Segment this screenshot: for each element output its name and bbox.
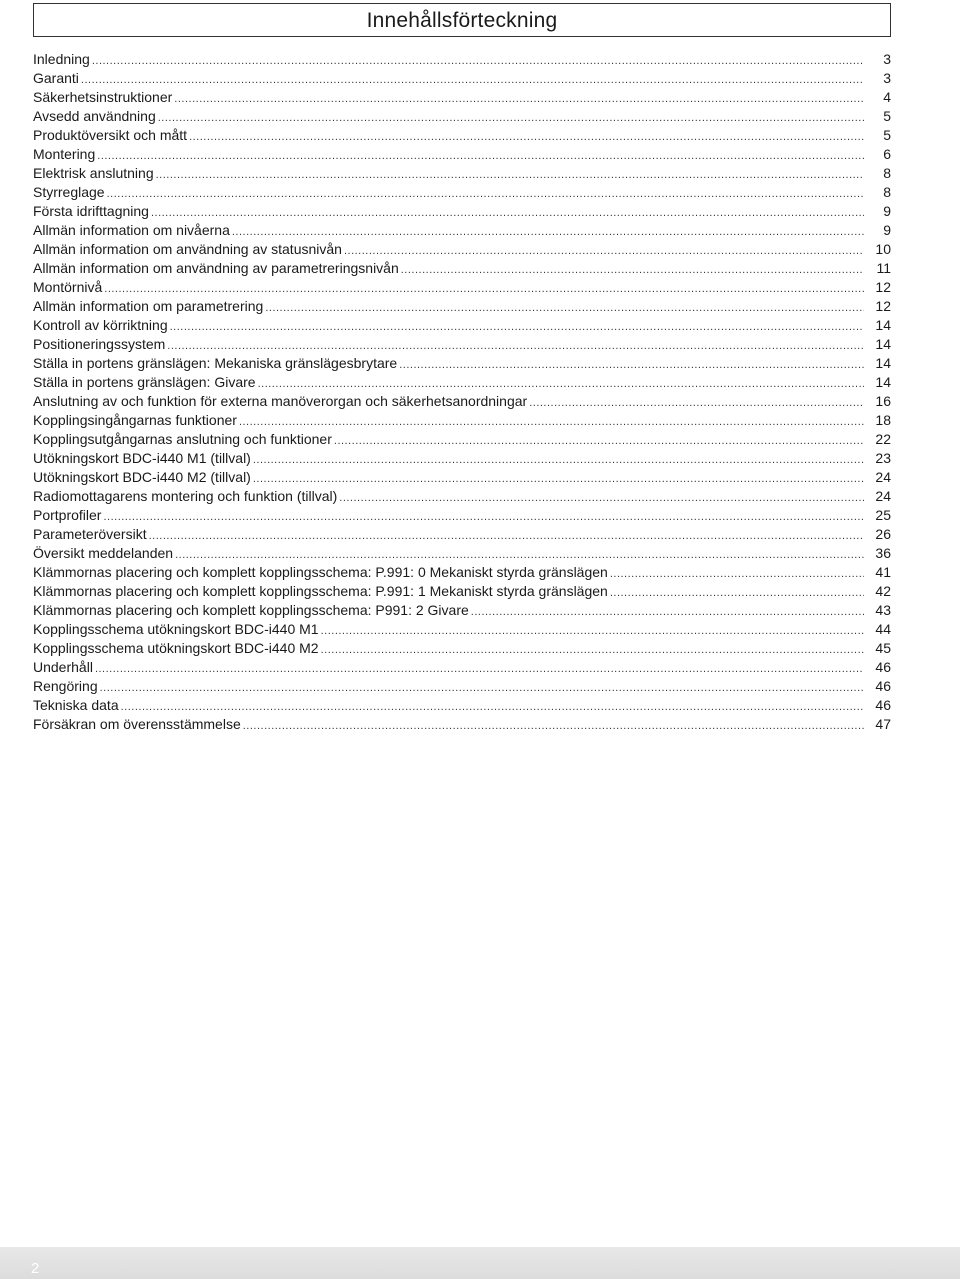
toc-entry-title: Utökningskort BDC-i440 M2 (tillval) — [33, 469, 251, 485]
toc-leader-dots — [610, 584, 864, 601]
toc-leader-dots — [149, 527, 864, 544]
toc-entry-title: Avsedd användning — [33, 108, 156, 124]
toc-leader-dots — [92, 52, 864, 69]
toc-entry-title: Portprofiler — [33, 507, 102, 523]
toc-entry-page: 47 — [875, 716, 891, 732]
toc-entry[interactable] — [33, 354, 891, 373]
toc-entry-title: Allmän information om nivåerna — [33, 222, 230, 238]
toc-entry-title: Underhåll — [33, 659, 93, 675]
toc-entry-title: Elektrisk anslutning — [33, 165, 154, 181]
toc-leader-dots — [151, 204, 864, 221]
page-title: Innehållsförteckning — [366, 9, 558, 32]
toc-entry-title: Anslutning av och funktion för externa manöverorgan och säkerhetsanordningar — [33, 393, 528, 409]
toc-entry-page: 25 — [875, 507, 891, 523]
toc-entry[interactable] — [33, 278, 891, 297]
toc-entry-page: 12 — [875, 298, 891, 314]
toc-entry[interactable] — [33, 430, 891, 449]
toc-leader-dots — [170, 318, 864, 335]
toc-leader-dots — [107, 185, 864, 202]
toc-leader-dots — [174, 90, 864, 107]
toc-entry-page: 36 — [875, 545, 891, 561]
toc-leader-dots — [81, 71, 864, 88]
toc-entry-page: 45 — [875, 640, 891, 656]
toc-entry[interactable] — [33, 715, 891, 734]
toc-entry-page: 22 — [875, 431, 891, 447]
toc-entry[interactable] — [33, 240, 891, 259]
toc-entry-title: Ställa in portens gränslägen: Givare — [33, 374, 256, 390]
footer-band — [0, 1247, 960, 1279]
toc-leader-dots — [258, 375, 864, 392]
toc-entry-title: Produktöversikt och mått — [33, 127, 188, 143]
toc-leader-dots — [156, 166, 864, 183]
toc-entry[interactable] — [33, 297, 891, 316]
toc-entry[interactable] — [33, 411, 891, 430]
toc-entry[interactable] — [33, 620, 891, 639]
toc-entry-title: Allmän information om användning av parametreringsnivån — [33, 260, 399, 276]
toc-entry-title: Första idrifttagning — [33, 203, 149, 219]
toc-entry-page: 12 — [875, 279, 891, 295]
toc-entry-page: 8 — [883, 165, 891, 181]
toc-entry-title: Montering — [33, 146, 96, 162]
toc-entry-title: Rengöring — [33, 678, 98, 694]
toc-leader-dots — [97, 147, 864, 164]
toc-entry-title: Försäkran om överensstämmelse — [33, 716, 241, 732]
toc-entry-page: 8 — [883, 184, 891, 200]
toc-entry-page: 3 — [883, 51, 891, 67]
toc-entry[interactable] — [33, 107, 891, 126]
toc-entry-page: 11 — [876, 260, 891, 276]
toc-entry[interactable] — [33, 658, 891, 677]
toc-leader-dots — [401, 261, 864, 278]
toc-entry-page: 5 — [883, 108, 891, 124]
toc-entry-title: Allmän information om användning av statusnivån — [33, 241, 342, 257]
toc-leader-dots — [399, 356, 864, 373]
toc-entry[interactable] — [33, 563, 891, 582]
toc-entry-title: Montörnivå — [33, 279, 103, 295]
toc-leader-dots — [610, 565, 864, 582]
toc-entry-title: Klämmornas placering och komplett kopplingsschema: P991: 2 Givare — [33, 602, 469, 618]
page-number: 2 — [31, 1260, 40, 1277]
toc-entry-title: Säkerhetsinstruktioner — [33, 89, 173, 105]
toc-entry-title: Allmän information om parametrering — [33, 298, 264, 314]
toc-entry[interactable] — [33, 696, 891, 715]
toc-leader-dots — [104, 280, 864, 297]
toc-entry[interactable] — [33, 126, 891, 145]
toc-leader-dots — [239, 413, 864, 430]
toc-entry-page: 44 — [875, 621, 891, 637]
toc-entry[interactable] — [33, 335, 891, 354]
toc-entry[interactable] — [33, 449, 891, 468]
toc-entry[interactable] — [33, 373, 891, 392]
toc-leader-dots — [167, 337, 864, 354]
toc-entry[interactable] — [33, 601, 891, 620]
toc-entry-page: 10 — [875, 241, 891, 257]
table-of-contents — [33, 50, 891, 734]
toc-leader-dots — [321, 622, 864, 639]
toc-entry-page: 14 — [875, 355, 891, 371]
toc-leader-dots — [253, 451, 864, 468]
toc-entry-title: Utökningskort BDC-i440 M1 (tillval) — [33, 450, 251, 466]
toc-leader-dots — [95, 660, 864, 677]
toc-entry-title: Kopplingsutgångarnas anslutning och funktioner — [33, 431, 332, 447]
toc-leader-dots — [334, 432, 864, 449]
toc-entry-page: 24 — [875, 488, 891, 504]
toc-entry-page: 3 — [883, 70, 891, 86]
toc-entry[interactable] — [33, 145, 891, 164]
toc-entry[interactable] — [33, 582, 891, 601]
toc-entry-title: Parameteröversikt — [33, 526, 147, 542]
toc-entry[interactable] — [33, 183, 891, 202]
toc-leader-dots — [344, 242, 864, 259]
toc-title-box — [33, 3, 891, 37]
toc-entry-title: Radiomottagarens montering och funktion (tillval) — [33, 488, 338, 504]
toc-entry[interactable] — [33, 392, 891, 411]
toc-entry-page: 43 — [875, 602, 891, 618]
toc-leader-dots — [253, 470, 864, 487]
toc-leader-dots — [158, 109, 864, 126]
toc-entry[interactable] — [33, 259, 891, 278]
toc-entry-page: 9 — [883, 203, 891, 219]
toc-entry[interactable] — [33, 506, 891, 525]
toc-entry-page: 41 — [875, 564, 891, 580]
toc-entry-title: Kontroll av körriktning — [33, 317, 168, 333]
toc-entry[interactable] — [33, 221, 891, 240]
toc-leader-dots — [121, 698, 864, 715]
toc-entry-title: Inledning — [33, 51, 90, 67]
toc-entry-title: Kopplingsingångarnas funktioner — [33, 412, 237, 428]
toc-entry[interactable] — [33, 468, 891, 487]
toc-leader-dots — [103, 508, 864, 525]
toc-entry-page: 14 — [875, 317, 891, 333]
toc-leader-dots — [471, 603, 864, 620]
toc-entry-title: Kopplingsschema utökningskort BDC-i440 M1 — [33, 621, 319, 637]
toc-leader-dots — [100, 679, 864, 696]
toc-entry-page: 46 — [875, 678, 891, 694]
toc-entry-page: 5 — [883, 127, 891, 143]
toc-entry-title: Styrreglage — [33, 184, 105, 200]
toc-leader-dots — [339, 489, 864, 506]
toc-entry[interactable] — [33, 639, 891, 658]
toc-entry-page: 14 — [875, 374, 891, 390]
toc-leader-dots — [175, 546, 864, 563]
toc-leader-dots — [529, 394, 864, 411]
toc-leader-dots — [243, 717, 864, 734]
toc-entry-title: Tekniska data — [33, 697, 119, 713]
toc-entry[interactable] — [33, 69, 891, 88]
toc-leader-dots — [189, 128, 864, 145]
toc-entry[interactable] — [33, 487, 891, 506]
toc-entry[interactable] — [33, 544, 891, 563]
toc-entry-page: 24 — [875, 469, 891, 485]
toc-entry-title: Klämmornas placering och komplett kopplingsschema: P.991: 1 Mekaniskt styrda gränslägen — [33, 583, 608, 599]
toc-entry-title: Ställa in portens gränslägen: Mekaniska gränslägesbrytare — [33, 355, 398, 371]
toc-entry[interactable] — [33, 677, 891, 696]
toc-entry-page: 14 — [875, 336, 891, 352]
toc-entry-title: Positioneringssystem — [33, 336, 166, 352]
toc-entry[interactable] — [33, 50, 891, 69]
toc-entry-page: 42 — [875, 583, 891, 599]
toc-entry-page: 16 — [875, 393, 891, 409]
toc-entry-page: 18 — [875, 412, 891, 428]
toc-entry-page: 9 — [883, 222, 891, 238]
toc-leader-dots — [265, 299, 864, 316]
toc-entry[interactable] — [33, 316, 891, 335]
toc-entry-title: Kopplingsschema utökningskort BDC-i440 M2 — [33, 640, 319, 656]
toc-leader-dots — [321, 641, 864, 658]
toc-entry[interactable] — [33, 164, 891, 183]
toc-entry[interactable] — [33, 202, 891, 221]
toc-entry-page: 26 — [875, 526, 891, 542]
toc-entry-page: 23 — [875, 450, 891, 466]
toc-entry-page: 4 — [883, 89, 891, 105]
toc-entry-page: 6 — [883, 146, 891, 162]
toc-entry[interactable] — [33, 525, 891, 544]
toc-entry-title: Översikt meddelanden — [33, 545, 174, 561]
toc-entry-page: 46 — [875, 659, 891, 675]
toc-entry-page: 46 — [875, 697, 891, 713]
toc-leader-dots — [232, 223, 864, 240]
toc-entry[interactable] — [33, 88, 891, 107]
toc-entry-title: Garanti — [33, 70, 79, 86]
toc-entry-title: Klämmornas placering och komplett kopplingsschema: P.991: 0 Mekaniskt styrda gränslägen — [33, 564, 608, 580]
